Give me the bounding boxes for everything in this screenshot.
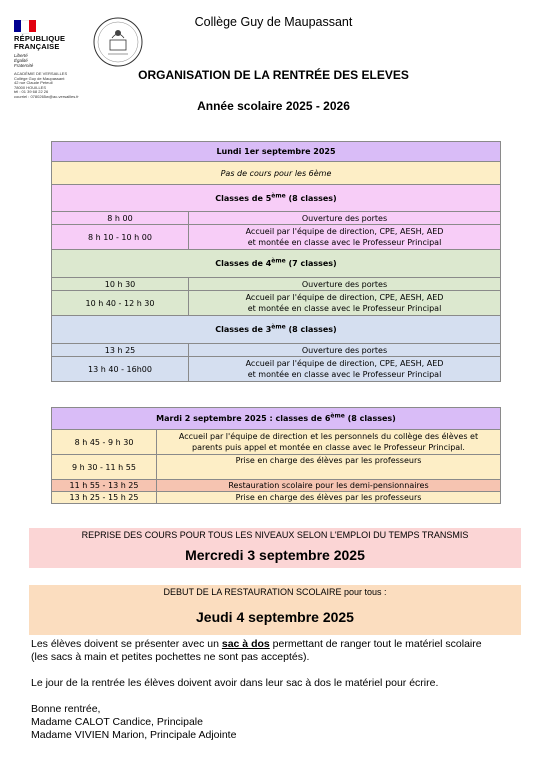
writing-material-note: Le jour de la rentrée les élèves doivent avoir dans leur sac à dos le matériel pour écrire. — [31, 677, 439, 689]
table-row — [52, 430, 501, 455]
time-cell: 13 h 25 - 15 h 25 — [52, 492, 157, 504]
footer-notes — [31, 638, 531, 742]
classes-5-header-row — [52, 185, 501, 212]
table-row — [52, 357, 501, 382]
time-cell: 13 h 25 — [52, 344, 189, 357]
activity-cell: Restauration scolaire pour les demi-pensionnaires — [157, 480, 501, 492]
table-row — [52, 212, 501, 225]
reprise-date: Mercredi 3 septembre 2025 — [185, 547, 365, 563]
school-year: Année scolaire 2025 - 2026 — [197, 99, 350, 113]
reprise-banner — [29, 528, 521, 568]
classes-4-header: Classes de 4ème (7 classes) — [52, 250, 501, 278]
tuesday-title-row — [52, 408, 501, 430]
activity-cell: Ouverture des portes — [189, 344, 501, 357]
table-row — [52, 492, 501, 504]
activity-cell: Accueil par l'équipe de direction, CPE, AESH, AED et montée en classe avec le Professeur Principal — [189, 225, 501, 250]
signature-principal: Madame CALOT Candice, Principale — [31, 716, 203, 728]
table-row — [52, 291, 501, 316]
classes-4-header-row — [52, 250, 501, 278]
monday-note: Pas de cours pour les 6ème — [52, 162, 501, 185]
table-row — [52, 455, 501, 480]
table-row — [52, 278, 501, 291]
table-row — [52, 480, 501, 492]
time-cell: 8 h 00 — [52, 212, 189, 225]
document-title: ORGANISATION DE LA RENTRÉE DES ELEVES — [138, 68, 409, 82]
rf-line-2: FRANÇAISE — [14, 42, 60, 51]
classes-3-header-row — [52, 316, 501, 344]
activity-cell: Accueil par l'équipe de direction et les personnels du collège des élèves et parents puis appel et montée en classe avec le Professeur Principal. — [157, 430, 501, 455]
time-cell: 10 h 40 - 12 h 30 — [52, 291, 189, 316]
backpack-note-line2: (les sacs à main et petites pochettes ne sont pas acceptés). — [31, 651, 310, 663]
rf-motto: Liberté Égalité Fraternité — [14, 53, 34, 68]
college-name: Collège Guy de Maupassant — [194, 15, 353, 29]
monday-note-row — [52, 162, 501, 185]
monday-title-row — [52, 142, 501, 162]
monday-schedule-table — [51, 141, 501, 382]
tuesday-schedule-table — [51, 407, 501, 504]
activity-cell: Ouverture des portes — [189, 278, 501, 291]
activity-cell: Prise en charge des élèves par les professeurs — [157, 492, 501, 504]
restauration-date: Jeudi 4 septembre 2025 — [196, 609, 354, 625]
time-cell: 10 h 30 — [52, 278, 189, 291]
classes-3-header: Classes de 3ème (8 classes) — [52, 316, 501, 344]
activity-cell: Accueil par l'équipe de direction, CPE, AESH, AED et montée en classe avec le Professeur Principal — [189, 291, 501, 316]
reprise-text: REPRISE DES COURS POUR TOUS LES NIVEAUX SELON L'EMPLOI DU TEMPS TRANSMIS — [81, 530, 469, 540]
time-cell: 8 h 10 - 10 h 00 — [52, 225, 189, 250]
rf-line-1: RÉPUBLIQUE — [14, 34, 66, 43]
time-cell: 13 h 40 - 16h00 — [52, 357, 189, 382]
activity-cell: Ouverture des portes — [189, 212, 501, 225]
table-row — [52, 225, 501, 250]
activity-cell: Accueil par l'équipe de direction, CPE, AESH, AED et montée en classe avec le Professeur Principal — [189, 357, 501, 382]
time-cell: 9 h 30 - 11 h 55 — [52, 455, 157, 480]
monday-title: Lundi 1er septembre 2025 — [52, 142, 501, 162]
time-cell: 8 h 45 - 9 h 30 — [52, 430, 157, 455]
restauration-text: DEBUT DE LA RESTAURATION SCOLAIRE pour tous : — [163, 587, 387, 597]
classes-5-header: Classes de 5ème (8 classes) — [52, 185, 501, 212]
time-cell: 11 h 55 - 13 h 25 — [52, 480, 157, 492]
activity-cell: Prise en charge des élèves par les professeurs — [157, 455, 501, 480]
school-address: ACADÉMIE DE VERSAILLES Collège Guy de Maupassant 42 rue Claude Peteuil 78000 HOUILLES tél : 01 39 68 22 26 courriel : 0780265w@ac-versailles.fr — [14, 71, 79, 99]
greeting: Bonne rentrée, — [31, 703, 101, 715]
signature-adjointe: Madame VIVIEN Marion, Principale Adjointe — [31, 729, 237, 741]
tuesday-title: Mardi 2 septembre 2025 : classes de 6ème (8 classes) — [52, 408, 501, 430]
backpack-note: Les élèves doivent se présenter avec un sac à dos permettant de ranger tout le matériel scolaire — [31, 638, 482, 650]
restauration-banner — [29, 585, 521, 635]
table-row — [52, 344, 501, 357]
